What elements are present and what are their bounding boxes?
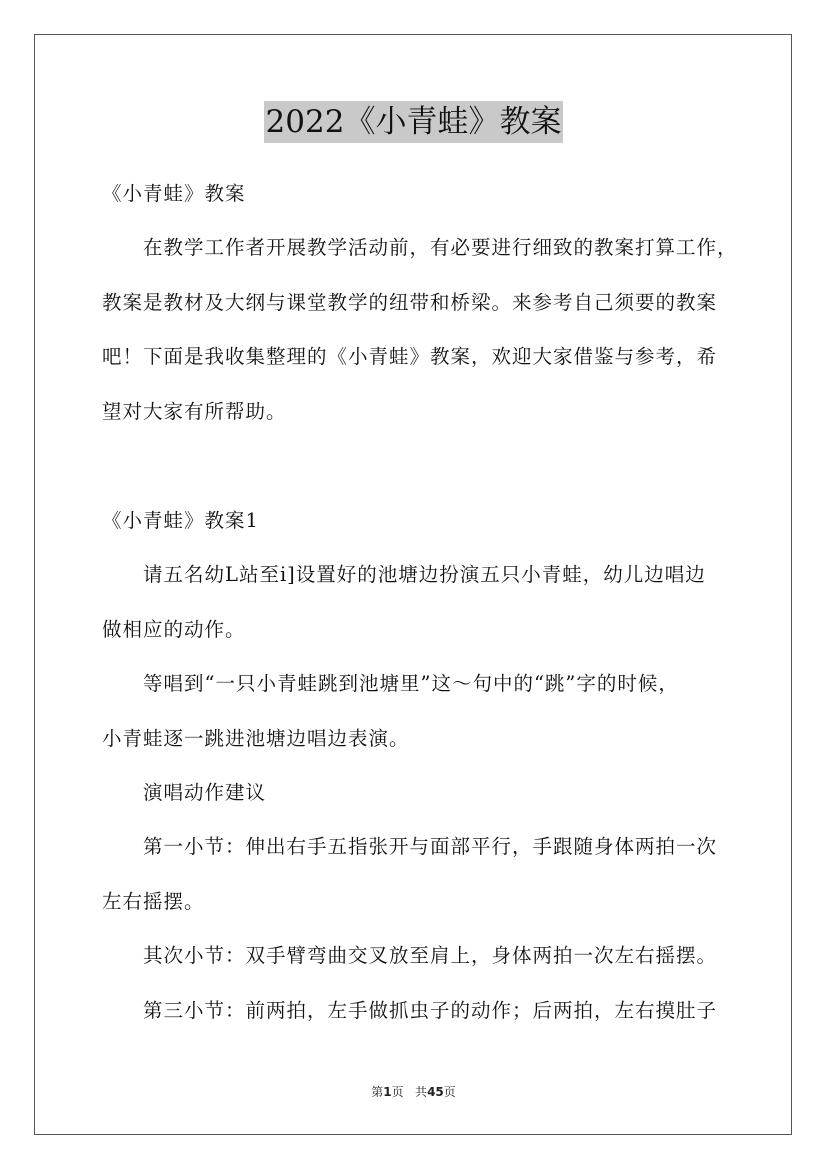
paragraph-line: 小青蛙逐一跳进池塘边唱边表演。 [102,727,410,750]
page-footer [0,1084,827,1100]
paragraph-line: 做相应的动作。 [102,618,246,641]
paragraph-line: 请五名幼L站至i]设置好的池塘边扮演五只小青蛙，幼儿边唱边 [143,563,706,586]
document-title: 2022《小青蛙》教案 [264,101,564,143]
paragraph-line: 第一小节：伸出右手五指张开与面部平行，手跟随身体两拍一次 [143,835,718,858]
paragraph-line: 左右摇摆。 [102,890,205,913]
total-pages: 45 [427,1085,444,1099]
paragraph-line: 其次小节：双手臂弯曲交叉放至肩上，身体两拍一次左右摇摆。 [143,944,718,967]
paragraph-line: 望对大家有所帮助。 [102,400,287,423]
page-number: 1 [383,1085,392,1099]
total-suffix: 页 [443,1085,456,1099]
paragraph-line: 吧！下面是我收集整理的《小青蛙》教案，欢迎大家借鉴与参考，希 [102,345,718,368]
section-heading: 《小青蛙》教案1 [102,509,259,532]
paragraph-line: 在教学工作者开展教学活动前，有必要进行细致的教案打算工作， [143,236,738,259]
page-suffix: 页 [391,1085,404,1099]
title-container [0,101,827,143]
total-prefix: 共 [415,1085,428,1099]
paragraph-line: 等唱到“一只小青蛙跳到池塘里”这～句中的“跳”字的时候， [143,672,679,695]
page-prefix: 第 [371,1085,384,1099]
paragraph-line: 教案是教材及大纲与课堂教学的纽带和桥梁。来参考自己须要的教案 [102,291,718,314]
paragraph-line: 第三小节：前两拍，左手做抓虫子的动作；后两拍，左右摸肚子 [143,999,718,1022]
paragraph-line: 演唱动作建议 [143,781,267,804]
section-heading: 《小青蛙》教案 [102,182,246,205]
